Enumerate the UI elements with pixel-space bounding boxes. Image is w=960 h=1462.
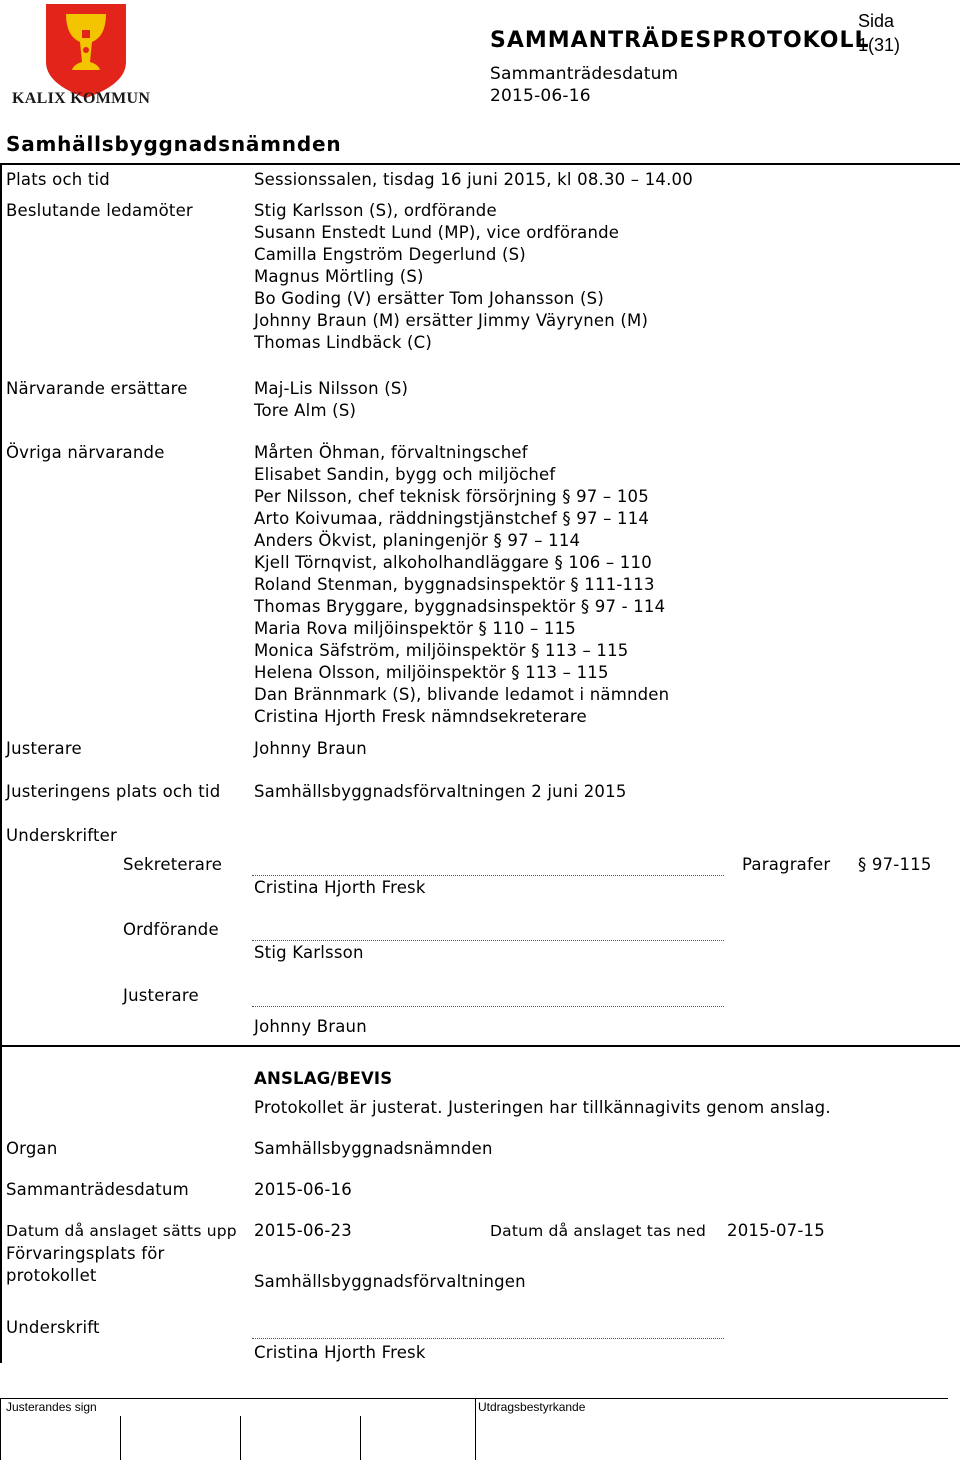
storage-label-line-1: Förvaringsplats för xyxy=(6,1244,165,1263)
list-item: Helena Olsson, miljöinspektör § 113 – 115 xyxy=(254,663,609,682)
page-number: 1(31) xyxy=(858,35,901,55)
signatures-label: Underskrifter xyxy=(6,826,117,845)
notice-signature-label: Underskrift xyxy=(6,1318,100,1337)
chair-name: Stig Karlsson xyxy=(254,943,364,962)
footer-box-line xyxy=(0,1398,1,1460)
list-item: Kjell Törnqvist, alkoholhandläggare § 106 – 110 xyxy=(254,553,652,572)
removed-date-label: Datum då anslaget tas ned xyxy=(490,1222,706,1240)
storage-value: Samhällsbyggnadsförvaltningen xyxy=(254,1272,526,1291)
adjuster-label: Justerare xyxy=(6,739,82,758)
place-time-label: Plats och tid xyxy=(6,170,110,189)
meeting-date-value: 2015-06-16 xyxy=(490,86,591,106)
list-item: Susann Enstedt Lund (MP), vice ordförande xyxy=(254,223,620,242)
list-item: Cristina Hjorth Fresk nämndsekreterare xyxy=(254,707,587,726)
removed-date-value: 2015-07-15 xyxy=(727,1221,825,1240)
list-item: Maria Rova miljöinspektör § 110 – 115 xyxy=(254,619,576,638)
footer-box-line xyxy=(120,1416,121,1460)
left-margin-line xyxy=(0,163,2,1363)
signature-adjuster-label: Justerare xyxy=(123,986,199,1005)
list-item: Thomas Lindbäck (C) xyxy=(254,333,433,352)
secretary-signature-line xyxy=(252,875,724,876)
list-item: Monica Säfström, miljöinspektör § 113 – 115 xyxy=(254,641,629,660)
notice-signature-line xyxy=(252,1338,724,1339)
footer-box-line xyxy=(475,1398,476,1460)
notice-divider xyxy=(0,1045,960,1047)
chair-label: Ordförande xyxy=(123,920,219,939)
list-item: Magnus Mörtling (S) xyxy=(254,267,424,286)
meeting-date-label: Sammanträdesdatum xyxy=(490,64,679,84)
footer-box-line xyxy=(240,1416,241,1460)
storage-label-line-2: protokollet xyxy=(6,1266,97,1285)
chair-signature-line xyxy=(252,940,724,941)
list-item: Mårten Öhman, förvaltningschef xyxy=(254,443,528,462)
list-item: Thomas Bryggare, byggnadsinspektör § 97 - 114 xyxy=(254,597,666,616)
adjuster-value: Johnny Braun xyxy=(254,739,367,758)
list-item: Johnny Braun (M) ersätter Jimmy Väyrynen (M) xyxy=(254,311,649,330)
footer-divider xyxy=(0,1398,948,1399)
page-label: Sida xyxy=(858,11,895,31)
notice-text: Protokollet är justerat. Justeringen har tillkännagivits genom anslag. xyxy=(254,1098,831,1117)
organ-value: Samhällsbyggnadsnämnden xyxy=(254,1139,493,1158)
place-time-value: Sessionssalen, tisdag 16 juni 2015, kl 08.30 – 14.00 xyxy=(254,170,693,189)
list-item: Camilla Engström Degerlund (S) xyxy=(254,245,526,264)
list-item: Maj-Lis Nilsson (S) xyxy=(254,379,409,398)
document-title: SAMMANTRÄDESPROTOKOLL xyxy=(490,28,870,53)
adjustment-place-value: Samhällsbyggnadsförvaltningen 2 juni 2015 xyxy=(254,782,627,801)
list-item: Arto Koivumaa, räddningstjänstchef § 97 – 114 xyxy=(254,509,650,528)
committee-name: Samhällsbyggnadsnämnden xyxy=(6,132,342,156)
list-item: Elisabet Sandin, bygg och miljöchef xyxy=(254,465,556,484)
decisive-members-label: Beslutande ledamöter xyxy=(6,201,193,220)
list-item: Bo Goding (V) ersätter Tom Johansson (S) xyxy=(254,289,604,308)
substitutes-label: Närvarande ersättare xyxy=(6,379,188,398)
list-item: Per Nilsson, chef teknisk försörjning § 97 – 105 xyxy=(254,487,649,506)
posted-date-value: 2015-06-23 xyxy=(254,1221,352,1240)
others-present-label: Övriga närvarande xyxy=(6,443,165,462)
signature-adjuster-name: Johnny Braun xyxy=(254,1017,367,1036)
paragraphs-label: Paragrafer xyxy=(742,855,831,874)
kalix-kommun-logo xyxy=(8,2,158,112)
footer-box-line xyxy=(360,1416,361,1460)
list-item: Tore Alm (S) xyxy=(254,401,357,420)
header-divider xyxy=(0,163,960,165)
footer-right-label: Utdragsbestyrkande xyxy=(478,1400,586,1414)
footer-left-label: Justerandes sign xyxy=(6,1400,97,1414)
list-item: Stig Karlsson (S), ordförande xyxy=(254,201,497,220)
adjustment-place-label: Justeringens plats och tid xyxy=(6,782,221,801)
organ-label: Organ xyxy=(6,1139,58,1158)
secretary-label: Sekreterare xyxy=(123,855,223,874)
notice-title: ANSLAG/BEVIS xyxy=(254,1069,393,1088)
paragraphs-value: § 97-115 xyxy=(858,855,932,874)
list-item: Roland Stenman, byggnadsinspektör § 111-113 xyxy=(254,575,655,594)
list-item: Dan Brännmark (S), blivande ledamot i nämnden xyxy=(254,685,670,704)
list-item: Anders Ökvist, planingenjör § 97 – 114 xyxy=(254,531,581,550)
adjuster-signature-line xyxy=(252,1006,724,1007)
logo-text: KALIX KOMMUN xyxy=(12,90,151,107)
notice-signature-name: Cristina Hjorth Fresk xyxy=(254,1343,426,1362)
notice-meeting-date-label: Sammanträdesdatum xyxy=(6,1180,189,1199)
notice-meeting-date-value: 2015-06-16 xyxy=(254,1180,352,1199)
posted-date-label: Datum då anslaget sätts upp xyxy=(6,1222,237,1240)
secretary-name: Cristina Hjorth Fresk xyxy=(254,878,426,897)
